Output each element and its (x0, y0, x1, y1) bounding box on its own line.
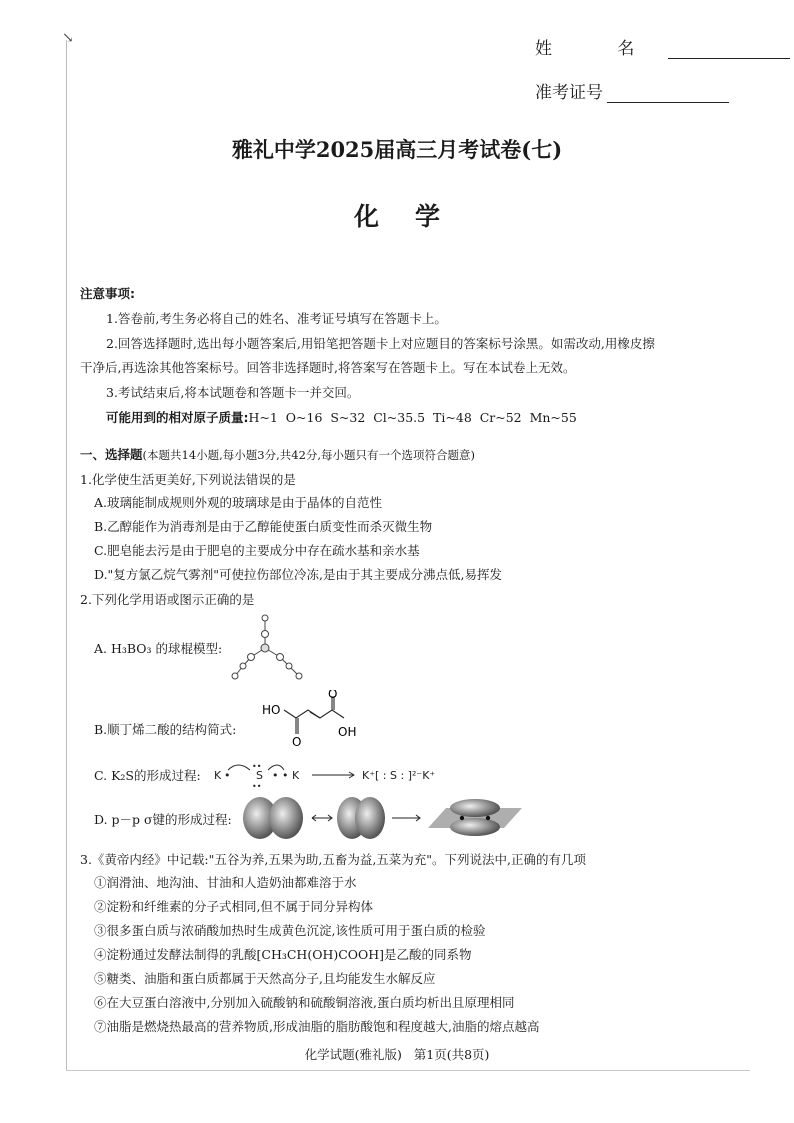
q3-item-5: ⑤糖类、油脂和蛋白质都属于天然高分子,且均能发生水解反应 (94, 971, 436, 986)
svg-text:•: • (282, 769, 289, 782)
svg-text:•: • (272, 769, 279, 782)
name-blank[interactable] (668, 40, 790, 59)
notes-item-3: 3.考试结束后,将本试题卷和答题卡一并交回。 (106, 385, 360, 400)
q2-stem: 2.下列化学用语或图示正确的是 (80, 592, 255, 607)
o-bottom-label: O (292, 735, 302, 749)
notes-item-2a: 2.回答选择题时,选出每小题答案后,用铅笔把答题卡上对应题目的答案标号涂黑。如需改动,用橡皮擦 (106, 336, 655, 351)
q2-option-a[interactable]: A. H₃BO₃ 的球棍模型: (94, 641, 223, 656)
atomic-mass-values: H~1 O~16 S~32 Cl~35.5 Ti~48 Cr~52 Mn~55 (248, 410, 577, 425)
maleic-acid-structure (262, 690, 372, 750)
subject-title: 化学 (353, 202, 476, 231)
q2-option-b[interactable]: B.顺丁烯二酸的结构简式: (94, 722, 237, 737)
q3-item-2: ②淀粉和纤维素的分子式相同,但不属于同分异构体 (94, 899, 373, 914)
q3-item-1: ①润滑油、地沟油、甘油和人造奶油都难溶于水 (94, 875, 357, 890)
q2-option-c[interactable]: C. K₂S的形成过程: (94, 768, 201, 783)
exam-id-blank[interactable] (607, 84, 729, 103)
q2-option-d[interactable]: D. p－p σ键的形成过程: (94, 812, 232, 827)
notes-item-2b: 干净后,再选涂其他答案标号。回答非选择题时,将答案写在答题卡上。写在本试卷上无效。 (80, 360, 576, 375)
s-center-symbol: S (256, 769, 263, 782)
q1-option-c[interactable]: C.肥皂能去污是由于肥皂的主要成分中存在疏水基和亲水基 (94, 543, 420, 558)
q1-option-b[interactable]: B.乙醇能作为消毒剂是由于乙醇能使蛋白质变性而杀灭微生物 (94, 519, 433, 534)
left-margin-rule (66, 40, 67, 1070)
notes-item-1: 1.答卷前,考生务必将自己的姓名、准考证号填写在答题卡上。 (106, 311, 447, 326)
name-field[interactable] (535, 34, 790, 59)
ho-label: HO (262, 703, 281, 717)
svg-text:••: •• (252, 782, 262, 791)
exam-id-field[interactable] (535, 78, 729, 103)
svg-text:•: • (224, 769, 231, 782)
k2s-formation-diagram (212, 760, 482, 792)
corner-mark-icon: ↘ (62, 30, 74, 46)
o-top-label: O (328, 690, 338, 701)
k-right-symbol: K (292, 769, 300, 782)
q3-item-4: ④淀粉通过发酵法制得的乳酸[CH₃CH(OH)COOH]是乙酸的同系物 (94, 947, 472, 962)
name-label: 姓 名 (535, 39, 665, 59)
k-left-symbol: K (214, 769, 222, 782)
q3-item-3: ③很多蛋白质与浓硝酸加热时生成黄色沉淀,该性质可用于蛋白质的检验 (94, 923, 486, 938)
notes-heading: 注意事项: (80, 286, 135, 301)
p-p-sigma-bond-diagram (240, 794, 530, 844)
atomic-mass-label: 可能用到的相对原子质量: (106, 410, 249, 425)
bottom-margin-rule (66, 1070, 750, 1071)
q3-item-7: ⑦油脂是燃烧热最高的营养物质,形成油脂的脂肪酸饱和程度越大,油脂的熔点越高 (94, 1019, 540, 1034)
ball-stick-model-diagram (225, 610, 315, 685)
svg-text:••: •• (252, 762, 262, 771)
section1-desc: (本题共14小题,每小题3分,共42分,每小题只有一个选项符合题意) (142, 448, 476, 462)
oh-label: OH (338, 725, 357, 739)
q1-stem: 1.化学使生活更美好,下列说法错误的是 (80, 472, 296, 487)
section1-heading: 一、选择题 (80, 447, 143, 462)
exam-id-label: 准考证号 (535, 83, 603, 103)
q1-option-a[interactable]: A.玻璃能制成规则外观的玻璃球是由于晶体的自范性 (94, 495, 383, 510)
k2s-product: K⁺[ : S : ]²⁻K⁺ (362, 769, 436, 782)
q3-stem: 3.《黄帝内经》中记载:"五谷为养,五果为助,五畜为益,五菜为充"。下列说法中,正确的有几项 (80, 852, 587, 867)
q3-item-6: ⑥在大豆蛋白溶液中,分别加入硫酸钠和硫酸铜溶液,蛋白质均析出且原理相同 (94, 995, 515, 1010)
exam-title: 雅礼中学2025届高三月考试卷(七) (231, 137, 563, 162)
q1-option-d[interactable]: D."复方氯乙烷气雾剂"可使拉伤部位冷冻,是由于其主要成分沸点低,易挥发 (94, 567, 502, 582)
page-footer: 化学试题(雅礼版) 第1页(共8页) (304, 1047, 490, 1062)
